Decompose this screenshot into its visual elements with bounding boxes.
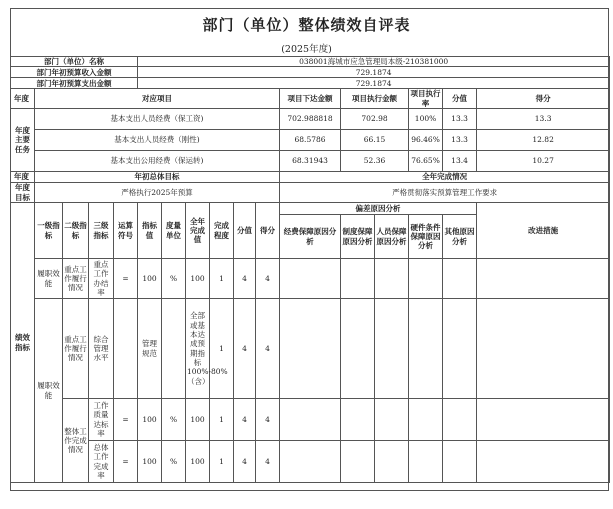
indicator-points: 4 (234, 299, 256, 399)
header-project: 对应项目 (35, 89, 280, 109)
task-rate: 100% (409, 109, 443, 130)
header-target-value: 指标值 (138, 203, 162, 259)
indicator-degree: 1 (210, 299, 234, 399)
task-executed: 702.98 (341, 109, 409, 130)
indicator-unit: % (162, 399, 186, 441)
year-label: 年度 (11, 89, 35, 109)
indicator-full-year-value: 100 (186, 441, 210, 483)
task-rate: 96.46% (409, 130, 443, 151)
income-label: 部门年初预算收入金额 (11, 67, 138, 78)
task-allocated: 68.5786 (280, 130, 341, 151)
indicator-unit: % (162, 259, 186, 299)
task-name: 基本支出公用经费（保运转) (35, 151, 280, 172)
header-dev-hardware: 硬件条件保障原因分析 (409, 215, 443, 259)
header-score: 得分 (477, 89, 610, 109)
indicator-points: 4 (234, 259, 256, 299)
indicator-operator (114, 299, 138, 399)
goals-label: 年度目标 (11, 183, 35, 203)
evaluation-table (10, 56, 610, 483)
indicator-target-value: 管理规范 (138, 299, 162, 399)
header-dev-system: 制度保障原因分析 (341, 215, 375, 259)
header-level2: 二级指标 (63, 203, 89, 259)
indicator-level1: 履职效能 (35, 259, 63, 299)
indicator-level2: 重点工作履行情况 (63, 259, 89, 299)
task-score: 12.82 (477, 130, 610, 151)
year-label-2: 年度 (11, 172, 35, 183)
header-deviation: 偏差原因分析 (280, 203, 477, 215)
indicator-unit (162, 299, 186, 399)
dept-name-label: 部门（单位）名称 (11, 57, 138, 67)
task-points: 13.4 (443, 151, 477, 172)
indicator-level3: 综合管理水平 (89, 299, 114, 399)
indicator-target-value: 100 (138, 441, 162, 483)
header-allocated: 项目下达金额 (280, 89, 341, 109)
indicator-target-value: 100 (138, 399, 162, 441)
indicator-level2: 重点工作履行情况 (63, 299, 89, 399)
income-value: 729.1874 (138, 67, 610, 78)
target-header: 年初总体目标 (35, 172, 280, 183)
indicator-score: 4 (256, 299, 280, 399)
header-dev-funding: 经费保障原因分析 (280, 215, 341, 259)
goal-target: 严格执行2025年预算 (35, 183, 280, 203)
page-title: 部门（单位）整体绩效自评表 (202, 16, 411, 34)
task-name: 基本支出人员经费（保工资) (35, 109, 280, 130)
indicators-label: 绩效指标 (11, 203, 35, 483)
indicator-full-year-value: 全部或基本达成预期指标100%-80%（含） (186, 299, 210, 399)
indicator-level1: 履职效能 (35, 299, 63, 483)
indicator-points: 4 (234, 399, 256, 441)
header-full-year-value: 全年完成值 (186, 203, 210, 259)
indicator-operator: = (114, 399, 138, 441)
tasks-label: 年度主要任务 (11, 109, 35, 172)
dept-name-value: 038001海城市应急管理局本级-210381000 (138, 57, 610, 67)
indicator-unit: % (162, 441, 186, 483)
indicator-full-year-value: 100 (186, 259, 210, 299)
indicator-level2: 整体工作完成情况 (63, 399, 89, 483)
indicator-degree: 1 (210, 441, 234, 483)
indicator-level3: 总体工作完成率 (89, 441, 114, 483)
indicator-score: 4 (256, 441, 280, 483)
task-rate: 76.65% (409, 151, 443, 172)
expense-value: 729.1874 (138, 78, 610, 89)
task-points: 13.3 (443, 130, 477, 151)
header-operator: 运算符号 (114, 203, 138, 259)
header-improvement: 改进措施 (477, 203, 610, 259)
indicator-points: 4 (234, 441, 256, 483)
header-dev-other: 其他原因分析 (443, 215, 477, 259)
goal-done: 严格贯彻落实预算管理工作要求 (280, 183, 610, 203)
indicator-level3: 重点工作办结率 (89, 259, 114, 299)
indicator-degree: 1 (210, 399, 234, 441)
expense-label: 部门年初预算支出金额 (11, 78, 138, 89)
indicator-full-year-value: 100 (186, 399, 210, 441)
indicator-score: 4 (256, 259, 280, 299)
task-score: 13.3 (477, 109, 610, 130)
header-rate: 项目执行率 (410, 89, 441, 108)
task-points: 13.3 (443, 109, 477, 130)
task-allocated: 702.988818 (280, 109, 341, 130)
year-subtitle: (2025年度) (281, 44, 332, 55)
indicator-target-value: 100 (138, 259, 162, 299)
indicator-operator: = (114, 441, 138, 483)
done-header: 全年完成情况 (280, 172, 610, 183)
indicator-degree: 1 (210, 259, 234, 299)
header-level3: 三级指标 (89, 203, 114, 259)
header-dev-staff: 人员保障原因分析 (375, 215, 409, 259)
task-allocated: 68.31943 (280, 151, 341, 172)
header-level1: 一级指标 (35, 203, 63, 259)
task-name: 基本支出人员经费（刚性) (35, 130, 280, 151)
header-points: 分值 (443, 89, 477, 109)
header-points: 分值 (234, 203, 256, 259)
header-score: 得分 (256, 203, 280, 259)
header-executed: 项目执行金额 (341, 89, 409, 109)
task-executed: 52.36 (341, 151, 409, 172)
task-executed: 66.15 (341, 130, 409, 151)
task-score: 10.27 (477, 151, 610, 172)
indicator-score: 4 (256, 399, 280, 441)
header-unit: 度量单位 (162, 203, 186, 259)
indicator-level3: 工作质量达标率 (89, 399, 114, 441)
header-degree: 完成程度 (210, 203, 234, 259)
indicator-operator: = (114, 259, 138, 299)
